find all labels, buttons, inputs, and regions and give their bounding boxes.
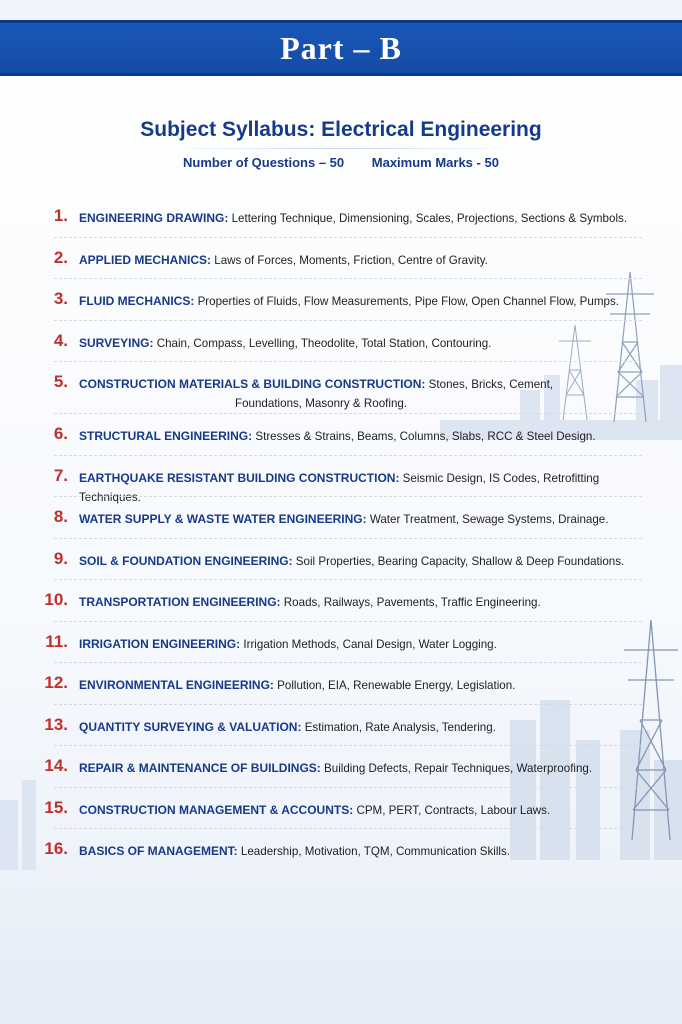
top-strip: [0, 0, 682, 20]
item-number: 6.: [53, 424, 68, 443]
item-content: Lettering Technique, Dimensioning, Scales, Projections, Sections & Symbols.: [231, 212, 628, 225]
syllabus-item: [0, 580, 682, 622]
syllabus-item: [0, 788, 682, 830]
syllabus-item: [0, 539, 682, 581]
item-content: Seismic Design, IS Codes, Retrofitting Techniques.: [79, 471, 600, 504]
item-content: Laws of Forces, Moments, Friction, Centre of Gravity.: [214, 253, 488, 267]
item-text: [79, 552, 652, 571]
item-content: Estimation, Rate Analysis, Tendering.: [304, 720, 496, 734]
item-content-continued: Foundations, Masonry & Roofing.: [235, 397, 408, 410]
maximum-marks: Maximum Marks - 50: [371, 155, 499, 170]
syllabus-item: [0, 829, 682, 871]
item-number: 3.: [53, 289, 68, 308]
syllabus-list: [0, 196, 682, 871]
item-heading: TRANSPORTATION ENGINEERING:: [79, 595, 281, 609]
item-number: 11.: [45, 631, 68, 651]
item-heading: CONSTRUCTION MATERIALS & BUILDING CONSTRUCTION:: [79, 377, 426, 391]
item-text: [79, 251, 652, 270]
item-content: CPM, PERT, Contracts, Labour Laws.: [356, 803, 551, 817]
item-content: Chain, Compass, Levelling, Theodolite, Total Station, Contouring.: [156, 336, 492, 350]
questions-count: Number of Questions – 50: [183, 155, 345, 170]
item-heading: STRUCTURAL ENGINEERING:: [79, 429, 253, 443]
item-number: 7.: [53, 465, 68, 485]
item-number: 16.: [44, 839, 68, 858]
item-heading: CONSTRUCTION MANAGEMENT & ACCOUNTS:: [79, 802, 354, 817]
item-text: [79, 801, 652, 820]
base-fade: [0, 860, 682, 1024]
item-number: 13.: [44, 714, 68, 734]
item-text: [79, 209, 652, 228]
item-text: [79, 842, 652, 861]
item-heading: BASICS OF MANAGEMENT:: [79, 844, 238, 858]
syllabus-item: [0, 196, 682, 238]
item-heading: SURVEYING:: [79, 335, 154, 350]
item-number: 5.: [53, 372, 68, 391]
syllabus-item: [0, 497, 682, 539]
syllabus-item: [0, 456, 682, 504]
item-heading: SOIL & FOUNDATION ENGINEERING:: [79, 553, 293, 568]
item-number: 9.: [53, 548, 68, 568]
item-number: 12.: [44, 673, 68, 692]
item-text: [79, 427, 652, 446]
item-number: 14.: [44, 756, 68, 775]
item-number: 15.: [44, 797, 68, 817]
item-content: Soil Properties, Bearing Capacity, Shallow & Deep Foundations.: [295, 554, 625, 568]
item-heading: ENVIRONMENTAL ENGINEERING:: [79, 678, 274, 692]
item-text: [79, 593, 652, 612]
item-content: Water Treatment, Sewage Systems, Drainage.: [369, 513, 609, 526]
item-heading: WATER SUPPLY & WASTE WATER ENGINEERING:: [79, 512, 367, 526]
item-text: [79, 375, 652, 413]
item-content: Stresses & Strains, Beams, Columns, Slabs, RCC & Steel Design.: [255, 430, 596, 443]
item-heading: QUANTITY SURVEYING & VALUATION:: [79, 719, 302, 734]
syllabus-item: [0, 362, 682, 414]
item-number: 8.: [53, 507, 68, 526]
title-divider: [160, 148, 522, 149]
syllabus-item: [0, 622, 682, 664]
item-text: [79, 510, 652, 529]
part-banner: [0, 20, 682, 76]
item-text: [79, 676, 652, 695]
banner-title: Part – B: [280, 29, 402, 66]
item-number: 1.: [53, 206, 68, 225]
item-number: 4.: [53, 330, 68, 350]
item-text: [79, 334, 652, 353]
syllabus-item: [0, 279, 682, 321]
syllabus-item: [0, 746, 682, 788]
exam-meta: [0, 155, 682, 170]
syllabus-item: [0, 705, 682, 747]
item-heading: REPAIR & MAINTENANCE OF BUILDINGS:: [79, 761, 321, 775]
syllabus-item: [0, 238, 682, 280]
item-content: Irrigation Methods, Canal Design, Water Logging.: [243, 637, 497, 651]
item-heading: EARTHQUAKE RESISTANT BUILDING CONSTRUCTION:: [79, 470, 400, 485]
syllabus-item: [0, 321, 682, 363]
item-heading: APPLIED MECHANICS:: [79, 252, 212, 267]
item-content: Stones, Bricks, Cement,: [428, 378, 554, 391]
item-content: Leadership, Motivation, TQM, Communication Skills.: [240, 845, 511, 858]
item-content: Roads, Railways, Pavements, Traffic Engineering.: [283, 596, 541, 609]
item-number: 10.: [44, 590, 68, 609]
item-text: [79, 292, 652, 311]
item-heading: FLUID MECHANICS:: [79, 294, 195, 308]
item-content: Pollution, EIA, Renewable Energy, Legislation.: [277, 679, 516, 692]
syllabus-item: [0, 663, 682, 705]
item-number: 2.: [53, 247, 68, 267]
item-content: Building Defects, Repair Techniques, Waterproofing.: [324, 762, 593, 775]
item-text: [79, 718, 652, 737]
item-heading: ENGINEERING DRAWING:: [79, 211, 229, 225]
item-text: [79, 635, 652, 654]
item-heading: IRRIGATION ENGINEERING:: [79, 636, 241, 651]
item-content: Properties of Fluids, Flow Measurements, Pipe Flow, Open Channel Flow, Pumps.: [197, 295, 619, 308]
syllabus-item: [0, 414, 682, 456]
subject-title: Subject Syllabus: Electrical Engineering: [140, 118, 542, 141]
item-text: [79, 759, 652, 778]
